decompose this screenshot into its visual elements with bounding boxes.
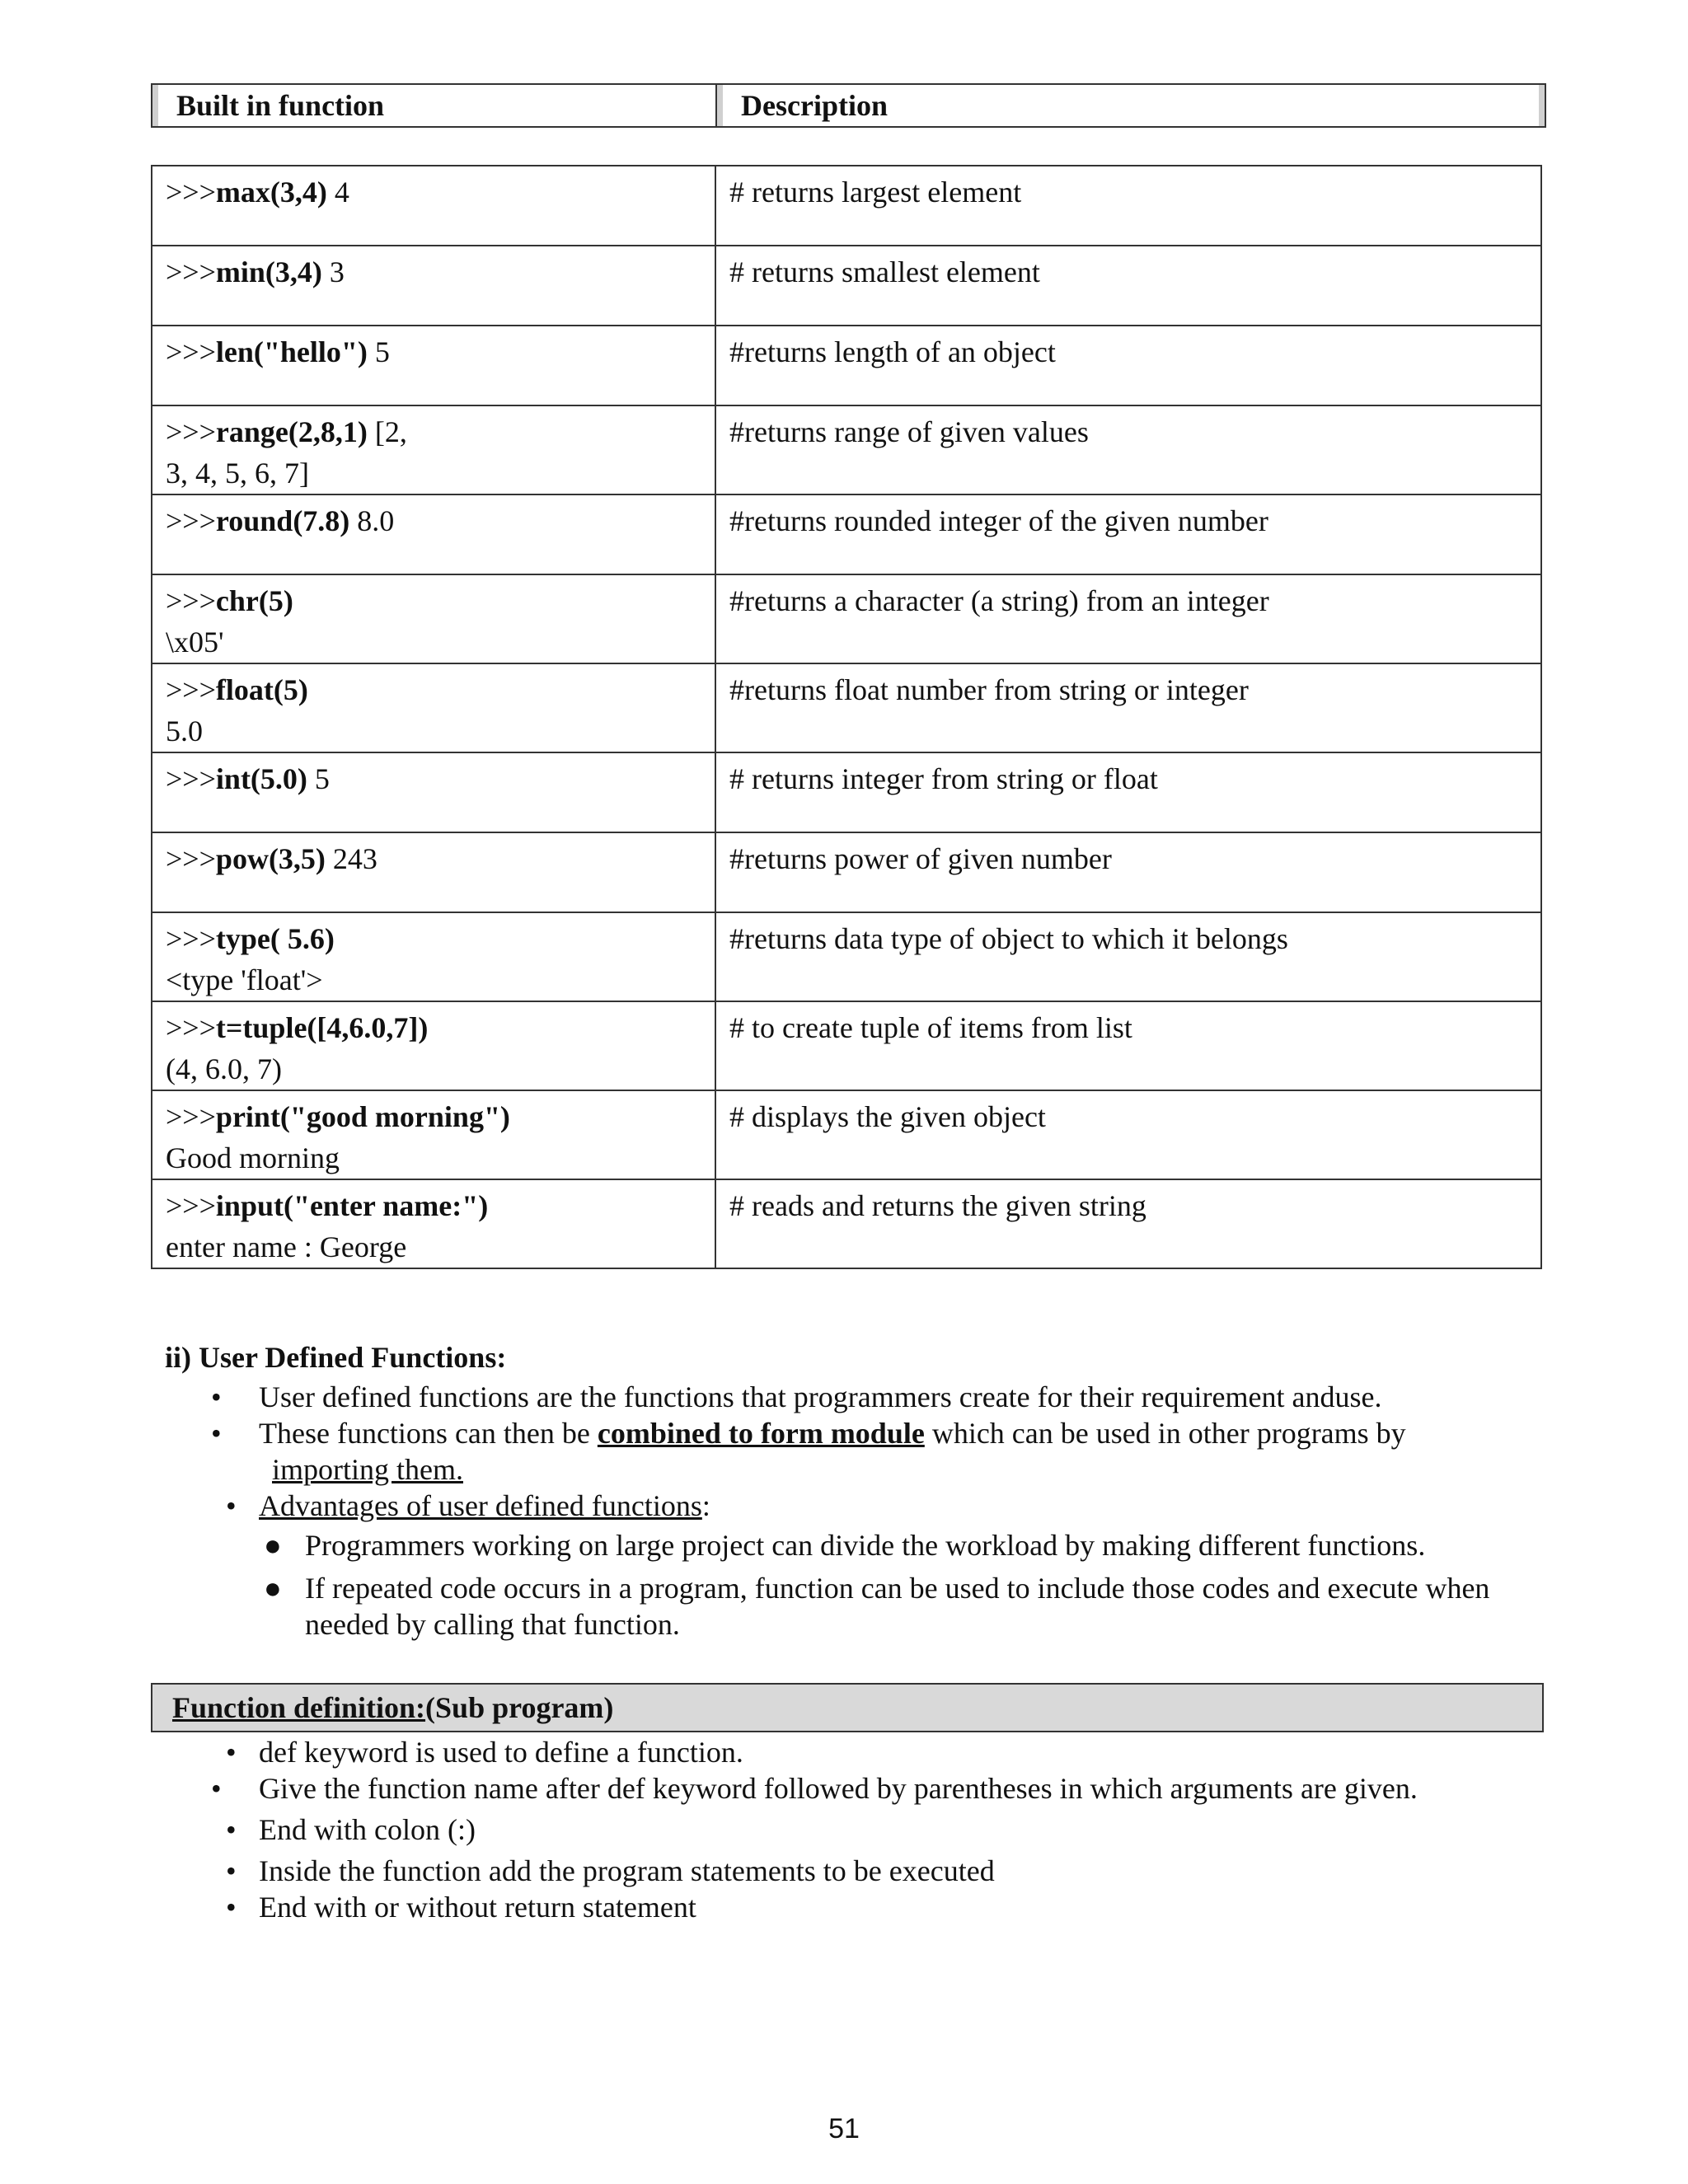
function-cell: >>>min(3,4) 3	[152, 246, 715, 326]
function-output: enter name : George	[166, 1230, 407, 1263]
function-definition-heading: Function definition: (Sub program)	[151, 1683, 1544, 1732]
function-cell: >>>int(5.0) 5	[152, 752, 715, 832]
section-title: ii) User Defined Functions:	[165, 1341, 507, 1374]
built-in-functions-table	[151, 165, 1542, 1269]
function-cell: >>>round(7.8) 8.0	[152, 494, 715, 574]
description-cell: #returns rounded integer of the given number	[715, 494, 1541, 574]
list-item: • End with or without return statement	[226, 1891, 696, 1924]
function-cell: >>>float(5) 5.0	[152, 663, 715, 752]
table-row	[152, 246, 1541, 326]
function-call: round(7.8)	[215, 504, 350, 537]
function-call: input("enter name:")	[215, 1189, 489, 1222]
description-cell: # displays the given object	[715, 1090, 1541, 1179]
function-call: int(5.0)	[215, 762, 307, 795]
bullet-icon: •	[226, 1736, 237, 1769]
function-call: min(3,4)	[215, 255, 322, 288]
bullet-icon: •	[211, 1380, 222, 1413]
function-call: max(3,4)	[215, 176, 327, 209]
bullet-icon: ●	[264, 1572, 282, 1605]
function-call: t=tuple([4,6.0,7])	[215, 1011, 429, 1044]
description-cell: #returns float number from string or integer	[715, 663, 1541, 752]
function-call: len("hello")	[215, 335, 368, 368]
table-row	[152, 405, 1541, 494]
function-output: <type 'float'>	[166, 963, 323, 996]
bullet-icon: •	[226, 1813, 237, 1846]
list-item: ● If repeated code occurs in a program, function can be used to include those codes and execute when needed by calling that function.	[264, 1572, 1490, 1641]
table-row	[152, 166, 1541, 246]
list-item: • Advantages of user defined functions:	[226, 1489, 710, 1522]
description-cell: # returns integer from string or float	[715, 752, 1541, 832]
list-item: • Give the function name after def keyword followed by parentheses in which arguments are given.	[211, 1772, 1418, 1805]
bullet-icon: •	[211, 1772, 222, 1805]
bullet-icon: •	[226, 1891, 237, 1924]
user-defined-functions-section	[165, 1339, 1566, 1649]
function-cell: >>>pow(3,5) 243	[152, 832, 715, 912]
bullet-icon: ●	[264, 1529, 282, 1562]
function-cell: >>>t=tuple([4,6.0,7]) (4, 6.0, 7)	[152, 1001, 715, 1090]
header-description: Description	[717, 85, 1545, 126]
table-row	[152, 1090, 1541, 1179]
description-cell: #returns length of an object	[715, 326, 1541, 405]
function-output: Good morning	[166, 1141, 340, 1174]
function-call: chr(5)	[215, 584, 293, 617]
description-cell: #returns power of given number	[715, 832, 1541, 912]
bullet-icon: •	[226, 1489, 237, 1522]
function-call: range(2,8,1)	[215, 415, 368, 448]
table-row	[152, 752, 1541, 832]
description-cell: # returns largest element	[715, 166, 1541, 246]
bullet-icon: •	[226, 1854, 237, 1887]
table-row	[152, 326, 1541, 405]
table-row	[152, 1179, 1541, 1268]
function-output: (4, 6.0, 7)	[166, 1052, 282, 1085]
list-item: • def keyword is used to define a function.	[226, 1736, 743, 1769]
function-output: \x05'	[166, 626, 224, 658]
function-cell: >>>max(3,4) 4	[152, 166, 715, 246]
function-definition-section	[165, 1734, 1566, 1930]
function-cell: >>>chr(5) \x05'	[152, 574, 715, 663]
function-cell: >>>range(2,8,1) [2, 3, 4, 5, 6, 7]	[152, 405, 715, 494]
description-cell: #returns a character (a string) from an integer	[715, 574, 1541, 663]
table-row	[152, 832, 1541, 912]
header-built-in-function: Built in function	[152, 85, 717, 126]
function-cell: >>>input("enter name:") enter name : George	[152, 1179, 715, 1268]
list-item: • Inside the function add the program statements to be executed	[226, 1854, 995, 1887]
advantages-list	[165, 1527, 1566, 1643]
description-cell: # reads and returns the given string	[715, 1179, 1541, 1268]
function-call: float(5)	[215, 673, 308, 706]
description-cell: #returns range of given values	[715, 405, 1541, 494]
function-cell: >>>len("hello") 5	[152, 326, 715, 405]
description-cell: # to create tuple of items from list	[715, 1001, 1541, 1090]
description-cell: #returns data type of object to which it belongs	[715, 912, 1541, 1001]
function-cell: >>>type( 5.6) <type 'float'>	[152, 912, 715, 1001]
function-call: print("good morning")	[215, 1100, 510, 1133]
list-item: • End with colon (:)	[226, 1813, 476, 1846]
user-defined-list	[165, 1379, 1566, 1524]
table-row	[152, 663, 1541, 752]
table-row	[152, 912, 1541, 1001]
function-output: 3, 4, 5, 6, 7]	[166, 457, 309, 490]
bullet-icon: •	[211, 1417, 222, 1450]
list-item: • These functions can then be combined to form module which can be used in other programs by importing them.	[211, 1417, 1406, 1486]
table-row	[152, 574, 1541, 663]
function-cell: >>>print("good morning") Good morning	[152, 1090, 715, 1179]
function-output: 5.0	[166, 715, 203, 748]
function-call: type( 5.6)	[215, 922, 335, 955]
function-call: pow(3,5)	[215, 842, 326, 875]
list-item: • User defined functions are the functions that programmers create for their requirement anduse.	[211, 1380, 1382, 1413]
page-number: 51	[828, 2113, 860, 2144]
table-row	[152, 1001, 1541, 1090]
table-row	[152, 494, 1541, 574]
table-header	[151, 83, 1546, 128]
function-definition-list	[165, 1734, 1566, 1925]
list-item: ● Programmers working on large project can divide the workload by making different functions.	[264, 1529, 1426, 1562]
description-cell: # returns smallest element	[715, 246, 1541, 326]
